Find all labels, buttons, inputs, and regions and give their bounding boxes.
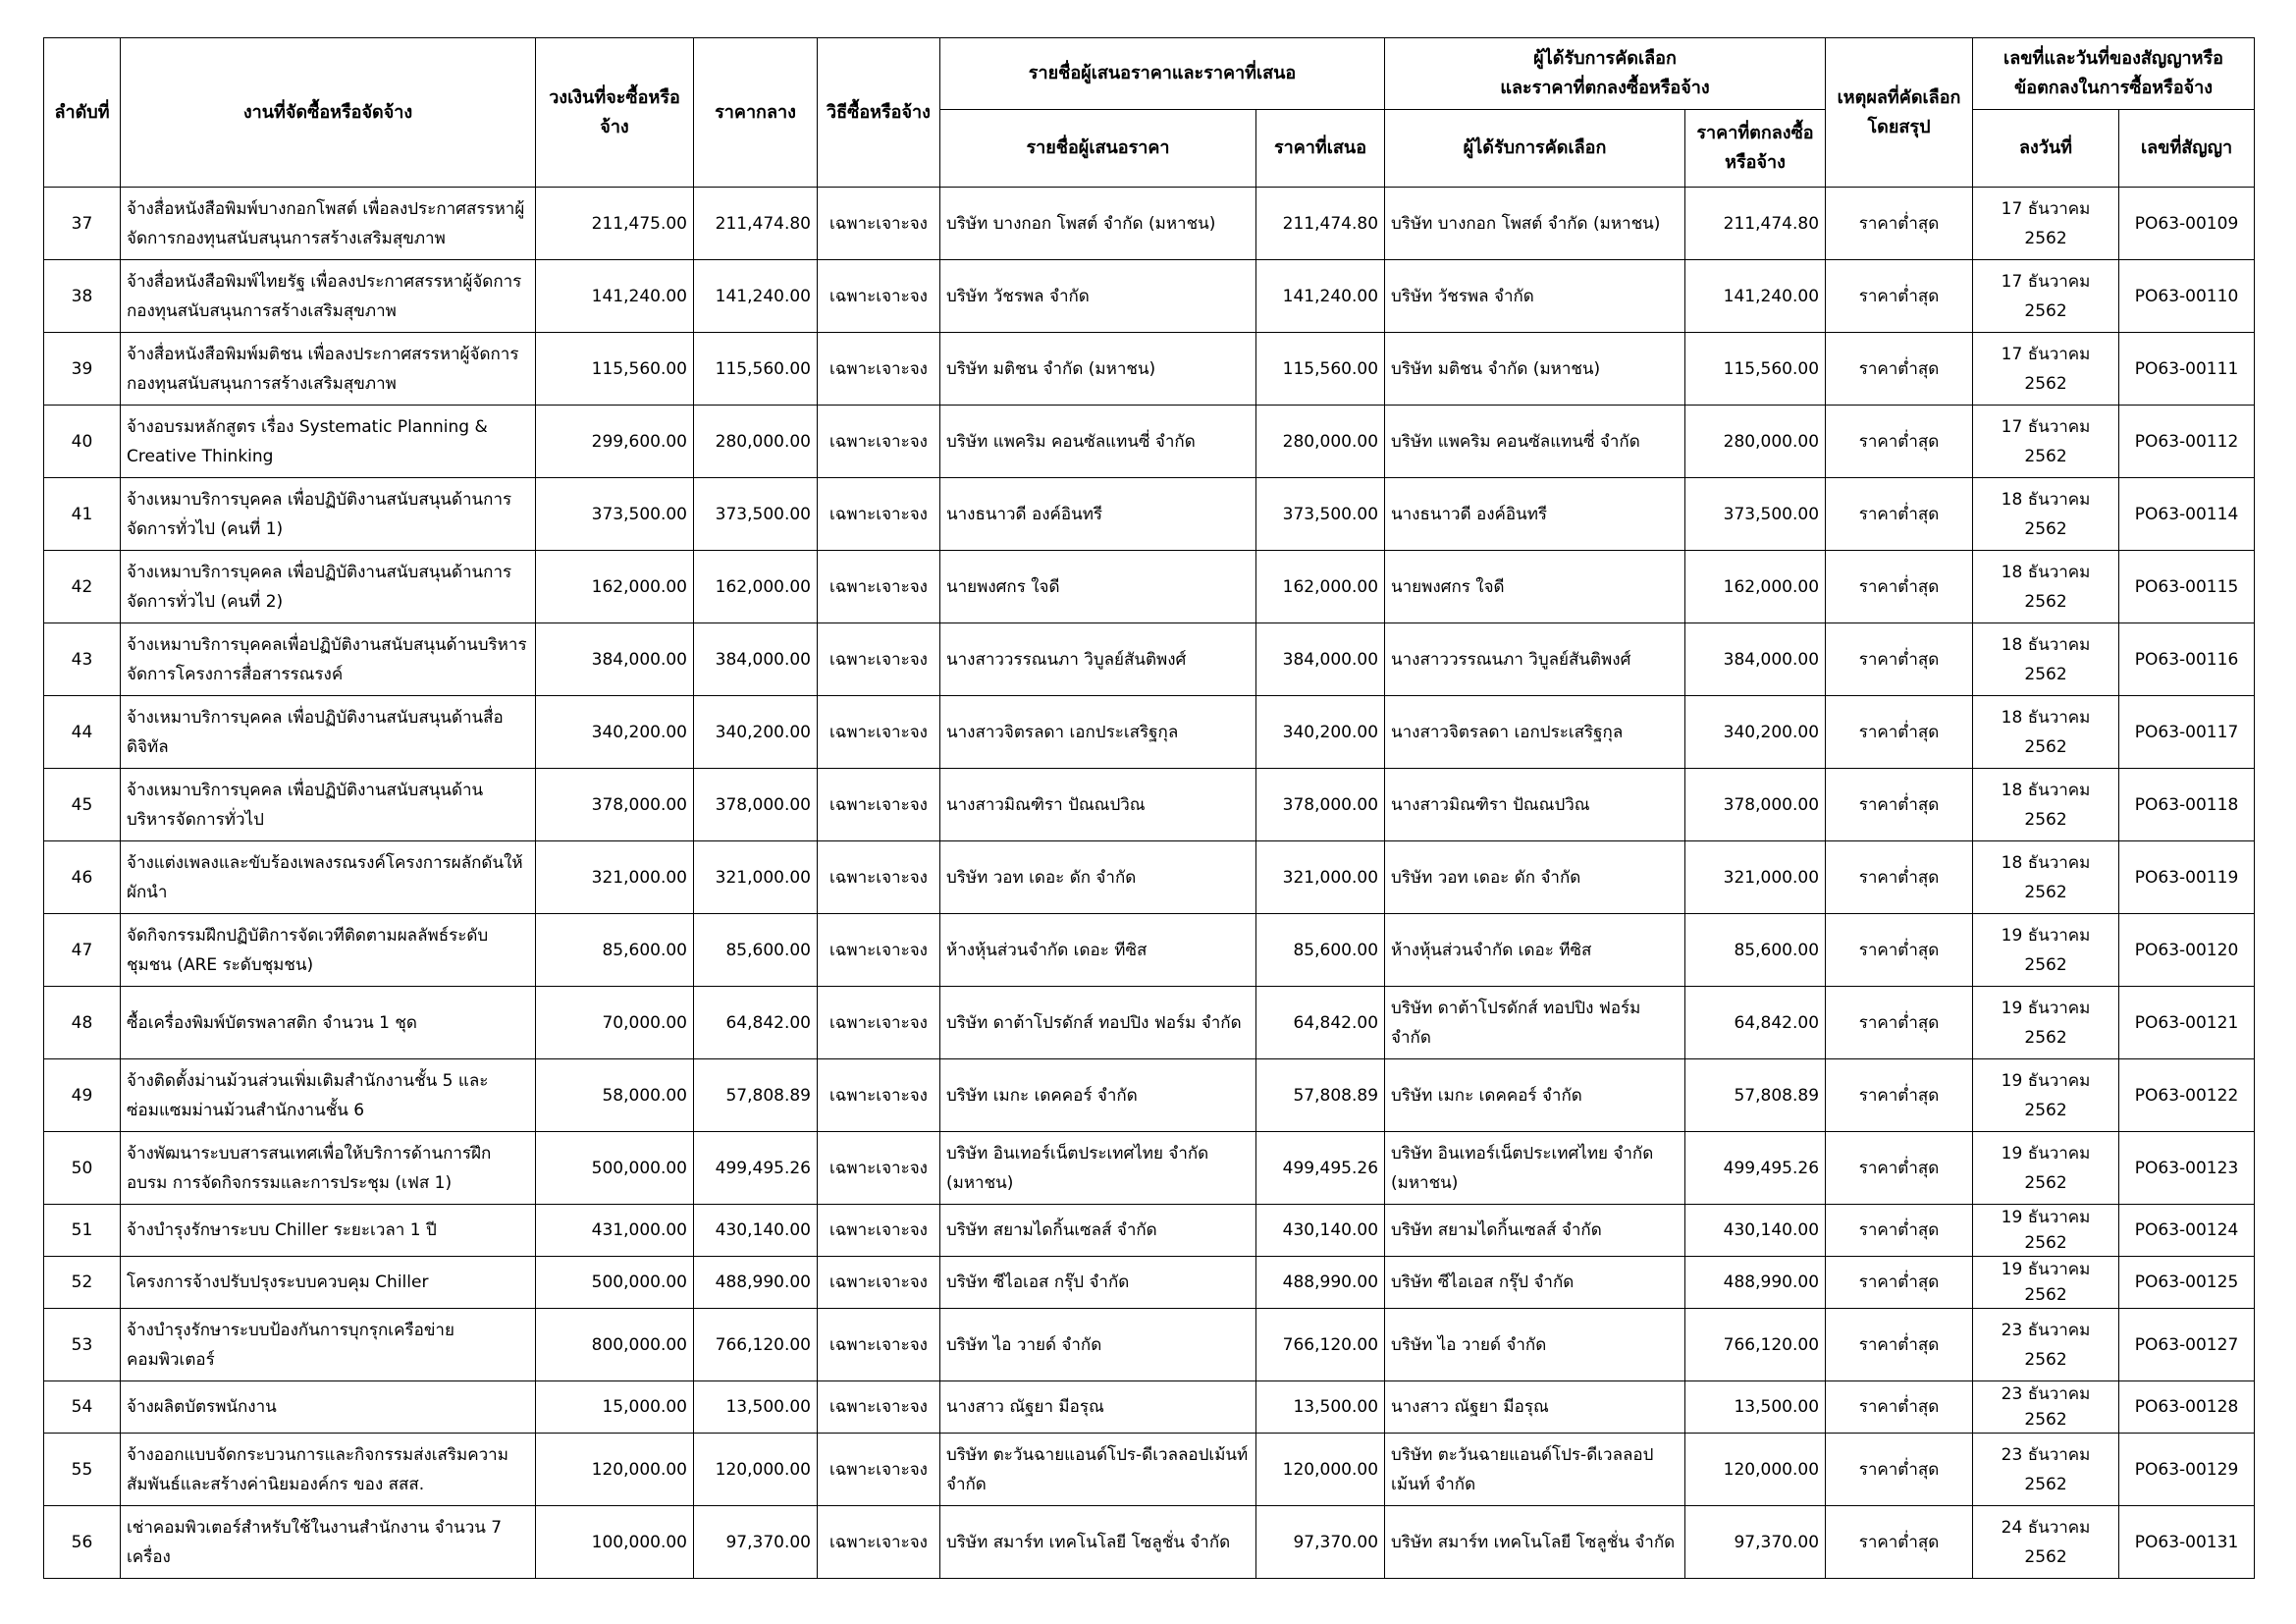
cell-budget: 321,000.00 xyxy=(536,841,694,914)
cell-median: 340,200.00 xyxy=(694,696,818,769)
cell-method: เฉพาะเจาะจง xyxy=(818,188,940,260)
cell-median: 499,495.26 xyxy=(694,1132,818,1205)
cell-winner: บริษัท วัชรพล จำกัด xyxy=(1385,260,1685,333)
cell-winner: บริษัท แพคริม คอนซัลแทนซี่ จำกัด xyxy=(1385,406,1685,478)
cell-date: 19 ธันวาคม 2562 xyxy=(1973,914,2119,987)
cell-contract-no: PO63-00129 xyxy=(2119,1434,2255,1506)
cell-median: 766,120.00 xyxy=(694,1309,818,1381)
cell-agreed: 373,500.00 xyxy=(1685,478,1826,551)
table-row xyxy=(44,1381,2255,1434)
cell-bid: 499,495.26 xyxy=(1256,1132,1385,1205)
cell-seq: 51 xyxy=(44,1205,121,1257)
cell-contract-no: PO63-00124 xyxy=(2119,1205,2255,1257)
table-row xyxy=(44,987,2255,1059)
cell-work: ซื้อเครื่องพิมพ์บัตรพลาสติก จำนวน 1 ชุด xyxy=(121,987,536,1059)
cell-budget: 431,000.00 xyxy=(536,1205,694,1257)
cell-agreed: 97,370.00 xyxy=(1685,1506,1826,1579)
cell-method: เฉพาะเจาะจง xyxy=(818,623,940,696)
table-row xyxy=(44,623,2255,696)
cell-seq: 39 xyxy=(44,333,121,406)
cell-winner: บริษัท สมาร์ท เทคโนโลยี โซลูชั่น จำกัด xyxy=(1385,1506,1685,1579)
cell-agreed: 280,000.00 xyxy=(1685,406,1826,478)
cell-bid: 57,808.89 xyxy=(1256,1059,1385,1132)
cell-median: 115,560.00 xyxy=(694,333,818,406)
cell-date: 19 ธันวาคม 2562 xyxy=(1973,1205,2119,1257)
cell-budget: 378,000.00 xyxy=(536,769,694,841)
cell-contract-no: PO63-00116 xyxy=(2119,623,2255,696)
cell-median: 280,000.00 xyxy=(694,406,818,478)
cell-seq: 55 xyxy=(44,1434,121,1506)
cell-reason: ราคาต่ำสุด xyxy=(1826,551,1973,623)
cell-contract-no: PO63-00109 xyxy=(2119,188,2255,260)
col-budget-header: วงเงินที่จะซื้อหรือจ้าง xyxy=(536,38,694,188)
cell-method: เฉพาะเจาะจง xyxy=(818,841,940,914)
cell-date: 24 ธันวาคม 2562 xyxy=(1973,1506,2119,1579)
cell-bidder: บริษัท สยามไดกิ้นเซลส์ จำกัด xyxy=(940,1205,1256,1257)
cell-agreed: 57,808.89 xyxy=(1685,1059,1826,1132)
cell-median: 120,000.00 xyxy=(694,1434,818,1506)
cell-budget: 384,000.00 xyxy=(536,623,694,696)
cell-seq: 49 xyxy=(44,1059,121,1132)
cell-median: 430,140.00 xyxy=(694,1205,818,1257)
table-row xyxy=(44,260,2255,333)
contract-group-line2: ข้อตกลงในการซื้อหรือจ้าง xyxy=(2013,78,2214,98)
cell-bid: 141,240.00 xyxy=(1256,260,1385,333)
col-selected-name-header: ผู้ได้รับการคัดเลือก xyxy=(1385,110,1685,188)
cell-date: 19 ธันวาคม 2562 xyxy=(1973,1257,2119,1309)
cell-work: จ้างเหมาบริการบุคคลเพื่อปฏิบัติงานสนับสนุนด้านบริหารจัดการโครงการสื่อสารรณรงค์ xyxy=(121,623,536,696)
col-work-header: งานที่จัดซื้อหรือจัดจ้าง xyxy=(121,38,536,188)
cell-reason: ราคาต่ำสุด xyxy=(1826,1434,1973,1506)
cell-contract-no: PO63-00121 xyxy=(2119,987,2255,1059)
cell-agreed: 85,600.00 xyxy=(1685,914,1826,987)
cell-reason: ราคาต่ำสุด xyxy=(1826,1059,1973,1132)
cell-winner: นางสาวจิตรลดา เอกประเสริฐกุล xyxy=(1385,696,1685,769)
cell-bid: 430,140.00 xyxy=(1256,1205,1385,1257)
cell-budget: 500,000.00 xyxy=(536,1132,694,1205)
cell-agreed: 499,495.26 xyxy=(1685,1132,1826,1205)
cell-budget: 100,000.00 xyxy=(536,1506,694,1579)
cell-bid: 120,000.00 xyxy=(1256,1434,1385,1506)
cell-work: จ้างผลิตบัตรพนักงาน xyxy=(121,1381,536,1434)
cell-bid: 13,500.00 xyxy=(1256,1381,1385,1434)
cell-method: เฉพาะเจาะจง xyxy=(818,1205,940,1257)
contract-group-line1: เลขที่และวันที่ของสัญญาหรือ xyxy=(2003,48,2223,69)
cell-date: 18 ธันวาคม 2562 xyxy=(1973,696,2119,769)
cell-method: เฉพาะเจาะจง xyxy=(818,551,940,623)
cell-method: เฉพาะเจาะจง xyxy=(818,769,940,841)
cell-bidder: บริษัท แพคริม คอนซัลแทนซี่ จำกัด xyxy=(940,406,1256,478)
cell-bidder: บริษัท วัชรพล จำกัด xyxy=(940,260,1256,333)
cell-method: เฉพาะเจาะจง xyxy=(818,1381,940,1434)
cell-reason: ราคาต่ำสุด xyxy=(1826,1257,1973,1309)
table-row xyxy=(44,551,2255,623)
table-body xyxy=(44,188,2255,1579)
cell-agreed: 384,000.00 xyxy=(1685,623,1826,696)
cell-method: เฉพาะเจาะจง xyxy=(818,987,940,1059)
col-selected-group-header xyxy=(1385,38,1826,110)
cell-seq: 48 xyxy=(44,987,121,1059)
cell-seq: 45 xyxy=(44,769,121,841)
cell-budget: 58,000.00 xyxy=(536,1059,694,1132)
cell-budget: 115,560.00 xyxy=(536,333,694,406)
cell-bid: 115,560.00 xyxy=(1256,333,1385,406)
cell-bid: 64,842.00 xyxy=(1256,987,1385,1059)
cell-median: 378,000.00 xyxy=(694,769,818,841)
cell-reason: ราคาต่ำสุด xyxy=(1826,1381,1973,1434)
cell-contract-no: PO63-00122 xyxy=(2119,1059,2255,1132)
cell-reason: ราคาต่ำสุด xyxy=(1826,1132,1973,1205)
cell-median: 488,990.00 xyxy=(694,1257,818,1309)
cell-method: เฉพาะเจาะจง xyxy=(818,1059,940,1132)
cell-budget: 162,000.00 xyxy=(536,551,694,623)
cell-budget: 70,000.00 xyxy=(536,987,694,1059)
cell-seq: 41 xyxy=(44,478,121,551)
cell-work: จ้างเหมาบริการบุคคล เพื่อปฏิบัติงานสนับสนุนด้านการจัดการทั่วไป (คนที่ 1) xyxy=(121,478,536,551)
table-row xyxy=(44,188,2255,260)
cell-median: 141,240.00 xyxy=(694,260,818,333)
cell-contract-no: PO63-00119 xyxy=(2119,841,2255,914)
cell-date: 23 ธันวาคม 2562 xyxy=(1973,1381,2119,1434)
cell-method: เฉพาะเจาะจง xyxy=(818,1309,940,1381)
col-bidder-name-header: รายชื่อผู้เสนอราคา xyxy=(940,110,1256,188)
cell-bid: 488,990.00 xyxy=(1256,1257,1385,1309)
cell-reason: ราคาต่ำสุด xyxy=(1826,841,1973,914)
cell-seq: 54 xyxy=(44,1381,121,1434)
cell-seq: 38 xyxy=(44,260,121,333)
cell-median: 64,842.00 xyxy=(694,987,818,1059)
cell-budget: 120,000.00 xyxy=(536,1434,694,1506)
cell-contract-no: PO63-00125 xyxy=(2119,1257,2255,1309)
selected-group-line2: และราคาที่ตกลงซื้อหรือจ้าง xyxy=(1500,78,1710,98)
cell-contract-no: PO63-00115 xyxy=(2119,551,2255,623)
cell-date: 18 ธันวาคม 2562 xyxy=(1973,769,2119,841)
cell-method: เฉพาะเจาะจง xyxy=(818,1132,940,1205)
col-bid-price-header: ราคาที่เสนอ xyxy=(1256,110,1385,188)
cell-method: เฉพาะเจาะจง xyxy=(818,1257,940,1309)
table-row xyxy=(44,1434,2255,1506)
cell-bid: 321,000.00 xyxy=(1256,841,1385,914)
cell-agreed: 120,000.00 xyxy=(1685,1434,1826,1506)
cell-date: 23 ธันวาคม 2562 xyxy=(1973,1309,2119,1381)
cell-date: 18 ธันวาคม 2562 xyxy=(1973,551,2119,623)
cell-date: 17 ธันวาคม 2562 xyxy=(1973,406,2119,478)
cell-winner: บริษัท ซีไอเอส กรุ๊ป จำกัด xyxy=(1385,1257,1685,1309)
cell-method: เฉพาะเจาะจง xyxy=(818,260,940,333)
cell-reason: ราคาต่ำสุด xyxy=(1826,1309,1973,1381)
cell-work: จ้างแต่งเพลงและขับร้องเพลงรณรงค์โครงการผลักดันให้ผักนำ xyxy=(121,841,536,914)
cell-work: จ้างออกแบบจัดกระบวนการและกิจกรรมส่งเสริมความสัมพันธ์และสร้างค่านิยมองค์กร ของ สสส. xyxy=(121,1434,536,1506)
cell-seq: 37 xyxy=(44,188,121,260)
cell-bidder: บริษัท สมาร์ท เทคโนโลยี โซลูชั่น จำกัด xyxy=(940,1506,1256,1579)
cell-reason: ราคาต่ำสุด xyxy=(1826,188,1973,260)
cell-median: 162,000.00 xyxy=(694,551,818,623)
cell-bid: 384,000.00 xyxy=(1256,623,1385,696)
cell-work: จ้างสื่อหนังสือพิมพ์มติชน เพื่อลงประกาศสรรหาผู้จัดการกองทุนสนับสนุนการสร้างเสริมสุขภาพ xyxy=(121,333,536,406)
cell-work: จ้างอบรมหลักสูตร เรื่อง Systematic Planning & Creative Thinking xyxy=(121,406,536,478)
cell-method: เฉพาะเจาะจง xyxy=(818,478,940,551)
cell-agreed: 13,500.00 xyxy=(1685,1381,1826,1434)
col-agreed-price-header: ราคาที่ตกลงซื้อหรือจ้าง xyxy=(1685,110,1826,188)
header-row-1 xyxy=(44,38,2255,110)
cell-agreed: 162,000.00 xyxy=(1685,551,1826,623)
table-row xyxy=(44,1257,2255,1309)
cell-winner: บริษัท เมกะ เดคคอร์ จำกัด xyxy=(1385,1059,1685,1132)
cell-agreed: 378,000.00 xyxy=(1685,769,1826,841)
cell-seq: 40 xyxy=(44,406,121,478)
cell-bidder: บริษัท ซีไอเอส กรุ๊ป จำกัด xyxy=(940,1257,1256,1309)
col-seq-header: ลำดับที่ xyxy=(44,38,121,188)
cell-contract-no: PO63-00117 xyxy=(2119,696,2255,769)
col-method-header: วิธีซื้อหรือจ้าง xyxy=(818,38,940,188)
cell-budget: 211,475.00 xyxy=(536,188,694,260)
cell-contract-no: PO63-00120 xyxy=(2119,914,2255,987)
table-row xyxy=(44,406,2255,478)
col-contract-no-header: เลขที่สัญญา xyxy=(2119,110,2255,188)
cell-budget: 340,200.00 xyxy=(536,696,694,769)
table-row xyxy=(44,1205,2255,1257)
cell-reason: ราคาต่ำสุด xyxy=(1826,623,1973,696)
cell-winner: นางสาวมิณฑิรา ปัณณปวิณ xyxy=(1385,769,1685,841)
col-contract-group-header xyxy=(1973,38,2255,110)
col-reason-header: เหตุผลที่คัดเลือกโดยสรุป xyxy=(1826,38,1973,188)
cell-winner: บริษัท ดาต้าโปรดักส์ ทอปปิง ฟอร์ม จำกัด xyxy=(1385,987,1685,1059)
cell-method: เฉพาะเจาะจง xyxy=(818,1506,940,1579)
cell-median: 373,500.00 xyxy=(694,478,818,551)
table-row xyxy=(44,914,2255,987)
cell-winner: นายพงศกร ใจดี xyxy=(1385,551,1685,623)
cell-budget: 800,000.00 xyxy=(536,1309,694,1381)
cell-reason: ราคาต่ำสุด xyxy=(1826,260,1973,333)
cell-bidder: บริษัท ไอ วายด์ จำกัด xyxy=(940,1309,1256,1381)
cell-agreed: 488,990.00 xyxy=(1685,1257,1826,1309)
cell-reason: ราคาต่ำสุด xyxy=(1826,1205,1973,1257)
cell-agreed: 340,200.00 xyxy=(1685,696,1826,769)
procurement-table xyxy=(43,37,2255,1579)
cell-work: โครงการจ้างปรับปรุงระบบควบคุม Chiller xyxy=(121,1257,536,1309)
cell-method: เฉพาะเจาะจง xyxy=(818,406,940,478)
cell-bidder: นางสาวมิณฑิรา ปัณณปวิณ xyxy=(940,769,1256,841)
cell-reason: ราคาต่ำสุด xyxy=(1826,769,1973,841)
cell-date: 19 ธันวาคม 2562 xyxy=(1973,1132,2119,1205)
cell-bidder: ห้างหุ้นส่วนจำกัด เดอะ ทีซิส xyxy=(940,914,1256,987)
cell-contract-no: PO63-00111 xyxy=(2119,333,2255,406)
cell-method: เฉพาะเจาะจง xyxy=(818,1434,940,1506)
cell-contract-no: PO63-00110 xyxy=(2119,260,2255,333)
table-row xyxy=(44,841,2255,914)
cell-seq: 44 xyxy=(44,696,121,769)
cell-work: เช่าคอมพิวเตอร์สำหรับใช้ในงานสำนักงาน จำนวน 7 เครื่อง xyxy=(121,1506,536,1579)
cell-seq: 52 xyxy=(44,1257,121,1309)
cell-method: เฉพาะเจาะจง xyxy=(818,696,940,769)
cell-bidder: บริษัท เมกะ เดคคอร์ จำกัด xyxy=(940,1059,1256,1132)
cell-contract-no: PO63-00128 xyxy=(2119,1381,2255,1434)
cell-winner: นางธนาวดี องค์อินทรี xyxy=(1385,478,1685,551)
cell-bid: 85,600.00 xyxy=(1256,914,1385,987)
table-row xyxy=(44,696,2255,769)
cell-bidder: นางสาว ณัฐยา มีอรุณ xyxy=(940,1381,1256,1434)
cell-winner: บริษัท มติชน จำกัด (มหาชน) xyxy=(1385,333,1685,406)
col-contract-date-header: ลงวันที่ xyxy=(1973,110,2119,188)
cell-seq: 50 xyxy=(44,1132,121,1205)
cell-date: 23 ธันวาคม 2562 xyxy=(1973,1434,2119,1506)
cell-agreed: 321,000.00 xyxy=(1685,841,1826,914)
table-row xyxy=(44,333,2255,406)
cell-median: 57,808.89 xyxy=(694,1059,818,1132)
cell-work: จ้างบำรุงรักษาระบบป้องกันการบุกรุกเครือข่ายคอมพิวเตอร์ xyxy=(121,1309,536,1381)
cell-bid: 340,200.00 xyxy=(1256,696,1385,769)
cell-bidder: บริษัท บางกอก โพสต์ จำกัด (มหาชน) xyxy=(940,188,1256,260)
cell-agreed: 766,120.00 xyxy=(1685,1309,1826,1381)
cell-median: 211,474.80 xyxy=(694,188,818,260)
cell-seq: 53 xyxy=(44,1309,121,1381)
cell-winner: บริษัท ตะวันฉายแอนด์โปร-ดีเวลลอปเม้นท์ จำกัด xyxy=(1385,1434,1685,1506)
cell-method: เฉพาะเจาะจง xyxy=(818,914,940,987)
cell-work: จ้างติดตั้งม่านม้วนส่วนเพิ่มเติมสำนักงานชั้น 5 และซ่อมแซมม่านม้วนสำนักงานชั้น 6 xyxy=(121,1059,536,1132)
cell-winner: นางสาว ณัฐยา มีอรุณ xyxy=(1385,1381,1685,1434)
cell-contract-no: PO63-00131 xyxy=(2119,1506,2255,1579)
col-bidders-group-header: รายชื่อผู้เสนอราคาและราคาที่เสนอ xyxy=(940,38,1385,110)
cell-reason: ราคาต่ำสุด xyxy=(1826,914,1973,987)
cell-method: เฉพาะเจาะจง xyxy=(818,333,940,406)
cell-bid: 373,500.00 xyxy=(1256,478,1385,551)
cell-seq: 56 xyxy=(44,1506,121,1579)
cell-work: จ้างบำรุงรักษาระบบ Chiller ระยะเวลา 1 ปี xyxy=(121,1205,536,1257)
cell-bid: 378,000.00 xyxy=(1256,769,1385,841)
cell-winner: บริษัท ไอ วายด์ จำกัด xyxy=(1385,1309,1685,1381)
cell-winner: บริษัท บางกอก โพสต์ จำกัด (มหาชน) xyxy=(1385,188,1685,260)
cell-work: จ้างสื่อหนังสือพิมพ์บางกอกโพสต์ เพื่อลงประกาศสรรหาผู้จัดการกองทุนสนับสนุนการสร้างเสริมสุขภาพ xyxy=(121,188,536,260)
cell-contract-no: PO63-00114 xyxy=(2119,478,2255,551)
cell-reason: ราคาต่ำสุด xyxy=(1826,696,1973,769)
table-row xyxy=(44,1309,2255,1381)
cell-work: จ้างสื่อหนังสือพิมพ์ไทยรัฐ เพื่อลงประกาศสรรหาผู้จัดการกองทุนสนับสนุนการสร้างเสริมสุขภาพ xyxy=(121,260,536,333)
cell-agreed: 115,560.00 xyxy=(1685,333,1826,406)
cell-bid: 97,370.00 xyxy=(1256,1506,1385,1579)
cell-bidder: นางสาววรรณนภา วิบูลย์สันติพงศ์ xyxy=(940,623,1256,696)
cell-date: 19 ธันวาคม 2562 xyxy=(1973,987,2119,1059)
cell-work: จ้างเหมาบริการบุคคล เพื่อปฏิบัติงานสนับสนุนด้านบริหารจัดการทั่วไป xyxy=(121,769,536,841)
cell-agreed: 141,240.00 xyxy=(1685,260,1826,333)
cell-bidder: นายพงศกร ใจดี xyxy=(940,551,1256,623)
table-row xyxy=(44,1132,2255,1205)
cell-date: 17 ธันวาคม 2562 xyxy=(1973,188,2119,260)
cell-date: 18 ธันวาคม 2562 xyxy=(1973,841,2119,914)
cell-agreed: 430,140.00 xyxy=(1685,1205,1826,1257)
cell-date: 17 ธันวาคม 2562 xyxy=(1973,260,2119,333)
cell-bid: 280,000.00 xyxy=(1256,406,1385,478)
cell-median: 13,500.00 xyxy=(694,1381,818,1434)
cell-bid: 766,120.00 xyxy=(1256,1309,1385,1381)
cell-work: จ้างเหมาบริการบุคคล เพื่อปฏิบัติงานสนับสนุนด้านการจัดการทั่วไป (คนที่ 2) xyxy=(121,551,536,623)
cell-winner: นางสาววรรณนภา วิบูลย์สันติพงศ์ xyxy=(1385,623,1685,696)
cell-bidder: บริษัท อินเทอร์เน็ตประเทศไทย จำกัด (มหาชน) xyxy=(940,1132,1256,1205)
cell-seq: 47 xyxy=(44,914,121,987)
cell-bidder: บริษัท วอท เดอะ ดัก จำกัด xyxy=(940,841,1256,914)
selected-group-line1: ผู้ได้รับการคัดเลือก xyxy=(1533,48,1677,69)
cell-bid: 162,000.00 xyxy=(1256,551,1385,623)
cell-contract-no: PO63-00118 xyxy=(2119,769,2255,841)
table-row xyxy=(44,769,2255,841)
cell-date: 19 ธันวาคม 2562 xyxy=(1973,1059,2119,1132)
cell-work: จ้างพัฒนาระบบสารสนเทศเพื่อให้บริการด้านการฝึกอบรม การจัดกิจกรรมและการประชุม (เฟส 1) xyxy=(121,1132,536,1205)
col-median-header: ราคากลาง xyxy=(694,38,818,188)
cell-winner: บริษัท อินเทอร์เน็ตประเทศไทย จำกัด (มหาชน) xyxy=(1385,1132,1685,1205)
cell-median: 97,370.00 xyxy=(694,1506,818,1579)
cell-agreed: 64,842.00 xyxy=(1685,987,1826,1059)
cell-budget: 373,500.00 xyxy=(536,478,694,551)
cell-bidder: บริษัท ตะวันฉายแอนด์โปร-ดีเวลลอปเม้นท์ จำกัด xyxy=(940,1434,1256,1506)
cell-budget: 299,600.00 xyxy=(536,406,694,478)
cell-winner: บริษัท วอท เดอะ ดัก จำกัด xyxy=(1385,841,1685,914)
cell-reason: ราคาต่ำสุด xyxy=(1826,1506,1973,1579)
table-row xyxy=(44,1059,2255,1132)
cell-date: 18 ธันวาคม 2562 xyxy=(1973,623,2119,696)
cell-work: จัดกิจกรรมฝึกปฏิบัติการจัดเวทีติดตามผลลัพธ์ระดับชุมชน (ARE ระดับชุมชน) xyxy=(121,914,536,987)
cell-winner: บริษัท สยามไดกิ้นเซลส์ จำกัด xyxy=(1385,1205,1685,1257)
cell-bidder: นางสาวจิตรลดา เอกประเสริฐกุล xyxy=(940,696,1256,769)
cell-contract-no: PO63-00112 xyxy=(2119,406,2255,478)
cell-date: 17 ธันวาคม 2562 xyxy=(1973,333,2119,406)
cell-agreed: 211,474.80 xyxy=(1685,188,1826,260)
cell-reason: ราคาต่ำสุด xyxy=(1826,478,1973,551)
cell-winner: ห้างหุ้นส่วนจำกัด เดอะ ทีซิส xyxy=(1385,914,1685,987)
table-row xyxy=(44,1506,2255,1579)
cell-bidder: บริษัท ดาต้าโปรดักส์ ทอปปิง ฟอร์ม จำกัด xyxy=(940,987,1256,1059)
cell-work: จ้างเหมาบริการบุคคล เพื่อปฏิบัติงานสนับสนุนด้านสื่อดิจิทัล xyxy=(121,696,536,769)
cell-date: 18 ธันวาคม 2562 xyxy=(1973,478,2119,551)
cell-median: 321,000.00 xyxy=(694,841,818,914)
cell-budget: 85,600.00 xyxy=(536,914,694,987)
cell-seq: 46 xyxy=(44,841,121,914)
cell-median: 384,000.00 xyxy=(694,623,818,696)
cell-seq: 42 xyxy=(44,551,121,623)
cell-reason: ราคาต่ำสุด xyxy=(1826,987,1973,1059)
cell-budget: 15,000.00 xyxy=(536,1381,694,1434)
cell-contract-no: PO63-00127 xyxy=(2119,1309,2255,1381)
cell-budget: 500,000.00 xyxy=(536,1257,694,1309)
cell-reason: ราคาต่ำสุด xyxy=(1826,333,1973,406)
cell-reason: ราคาต่ำสุด xyxy=(1826,406,1973,478)
cell-bid: 211,474.80 xyxy=(1256,188,1385,260)
cell-bidder: บริษัท มติชน จำกัด (มหาชน) xyxy=(940,333,1256,406)
cell-median: 85,600.00 xyxy=(694,914,818,987)
cell-bidder: นางธนาวดี องค์อินทรี xyxy=(940,478,1256,551)
cell-seq: 43 xyxy=(44,623,121,696)
cell-contract-no: PO63-00123 xyxy=(2119,1132,2255,1205)
table-row xyxy=(44,478,2255,551)
cell-budget: 141,240.00 xyxy=(536,260,694,333)
